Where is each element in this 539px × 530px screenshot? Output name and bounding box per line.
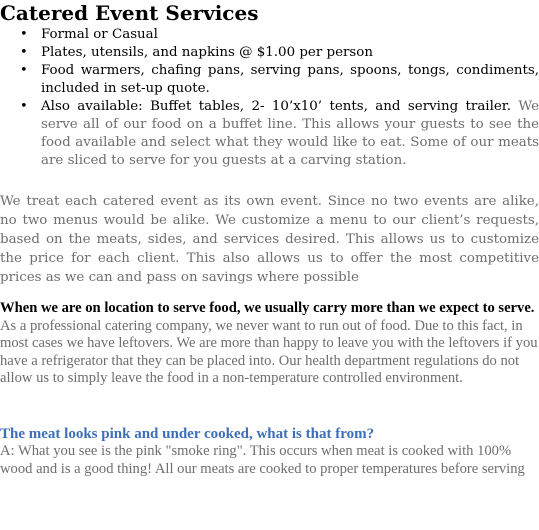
faq-answer: A: What you see is the pink "smoke ring". This occurs when meat is cooked with 100% wood and is a good thing! All our meats are cooked to proper temperatures before serving xyxy=(0,443,525,477)
list-item xyxy=(0,98,539,170)
faq-question: The meat looks pink and under cooked, what is that from? xyxy=(0,426,375,442)
customization-paragraph: We treat each catered event as its own event. Since no two events are alike, no two menus would be alike. We customize a menu to our client’s requests, based on the meats, sides, and services desired. This allows us to customize the price for each client. This also allows us to offer the most competitive prices as we can and pass on savings where possible xyxy=(0,194,539,285)
leftovers-body: As a professional catering company, we never want to run out of food. Due to this fact, in most cases we have leftovers. We are more than happy to leave you with the leftovers if you have a refrigerator that they can be placed into. Our health department regulations do not allow us to simply leave the food in a non-temperature controlled environment. xyxy=(0,317,538,386)
list-item xyxy=(0,44,539,62)
list-item-text: Formal or Casual xyxy=(41,27,158,42)
list-item-text: Plates, utensils, and napkins @ $1.00 per person xyxy=(41,45,373,60)
leftovers-lead: When we are on location to serve food, we usually carry more than we expect to serve. xyxy=(0,300,535,316)
list-item xyxy=(0,26,539,44)
leftovers-paragraph xyxy=(0,300,539,388)
list-item-text: Also available: Buffet tables, 2- 10’x10’ tents, and serving trailer. xyxy=(41,99,511,114)
list-item xyxy=(0,62,539,98)
page-title: Catered Event Services xyxy=(0,1,259,25)
list-item-description: We serve all of our food on a buffet line. This allows your guests to see the food available and select what they would like to eat. Some of our meats are sliced to serve for you guests at a carving station. xyxy=(41,99,539,168)
list-item-text: Food warmers, chafing pans, serving pans, spoons, tongs, condiments, included in set-up quote. xyxy=(41,63,539,96)
services-list xyxy=(0,26,539,170)
faq-section xyxy=(0,425,539,478)
